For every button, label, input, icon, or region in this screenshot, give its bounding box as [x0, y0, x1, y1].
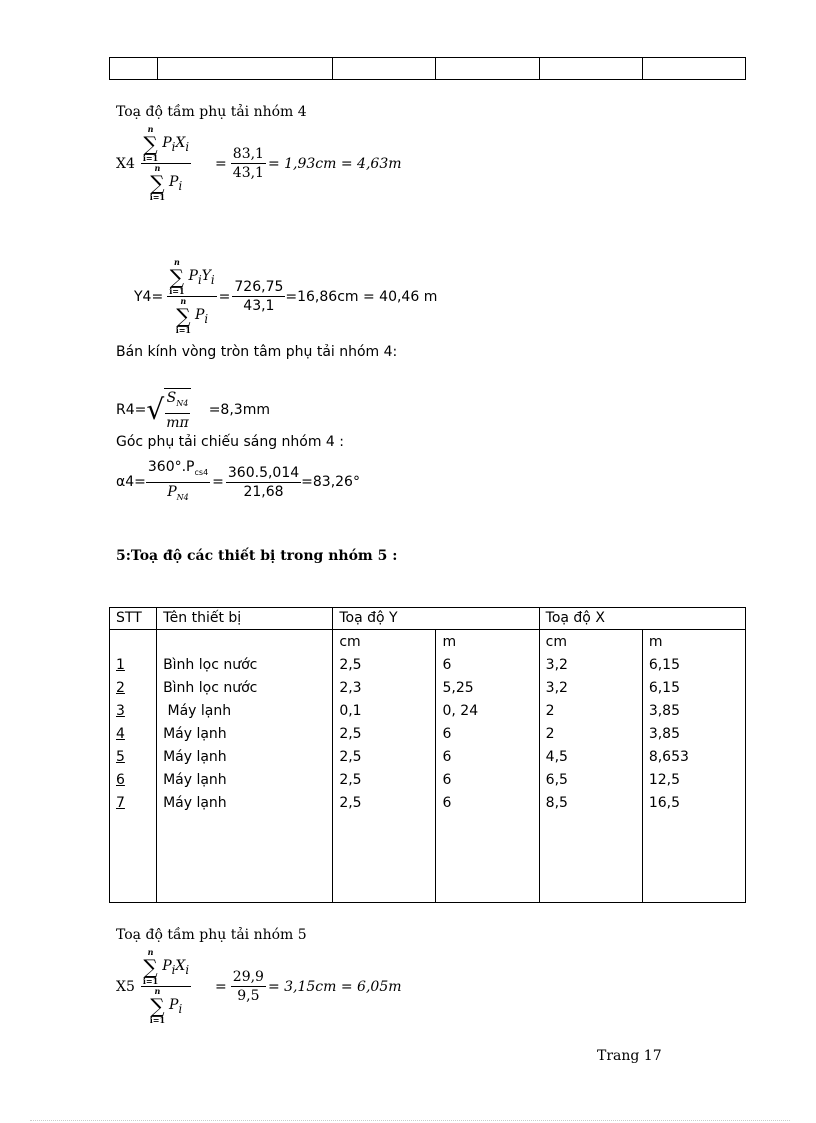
row-stt: 1: [116, 657, 125, 673]
y4-formula: Y4= n ∑ i=1 $P_iY_i$ n ∑ i=1 $P_i$ = $\frac{726,75}{43,1}$ =16,86cm = 40,46 m: [134, 257, 438, 335]
x4-denominator: 43,1: [232, 165, 264, 181]
row-stt: 7: [116, 795, 125, 811]
page-number: Trang 17: [597, 1048, 662, 1064]
row-stt: 3: [116, 703, 125, 719]
device-table: STT Tên thiết bị Toạ độ Y Toạ độ X 1 2 3 4 5 6 7 Bình lọc nước Bình lọc nước Máy lạnh Máy lạnh Máy lạnh Máy lạnh Máy lạnh cm 2,5 2,3 0,1 2,5 2,5 2,5 2,5 m 6 5,25 0, 24 6 6 6 6 cm 3,2 3,2 2 2 4,5 6,5 8,5 m 6,15 6,15 3,85 3,85 8,653 12,5 16,5: [109, 607, 746, 903]
r4-formula: R4= √ $\frac{S_{N4}}{m\pi}$ =8,3mm: [116, 390, 270, 431]
x5-denominator: 9,5: [237, 988, 260, 1004]
section4-title: Toạ độ tầm phụ tải nhóm 4: [116, 104, 307, 120]
page-bottom-rule: [30, 1120, 790, 1121]
row-name: Máy lạnh: [163, 795, 227, 811]
y4-label: Y4=: [134, 288, 164, 305]
y4-denominator: 43,1: [243, 298, 275, 314]
x4-numerator: 83,1: [232, 146, 264, 162]
alpha4-result: =83,26°: [301, 474, 360, 491]
row-stt: 2: [116, 680, 125, 696]
unit-y-cm: cm: [339, 634, 361, 650]
x5-result: = 3,15cm = 6,05m: [267, 978, 402, 995]
angle-title: Góc phụ tải chiếu sáng nhóm 4 :: [116, 434, 345, 450]
header-stt: STT: [110, 608, 157, 630]
row-name: Máy lạnh: [163, 726, 227, 742]
header-x: Toạ độ X: [539, 608, 745, 630]
x4-label: X4: [116, 155, 135, 172]
y4-numerator: 726,75: [234, 279, 284, 295]
row-name: Máy lạnh: [163, 772, 227, 788]
row-stt: 6: [116, 772, 125, 788]
unit-y-m: m: [442, 634, 457, 650]
radius-title: Bán kính vòng tròn tâm phụ tải nhóm 4:: [116, 344, 398, 360]
x4-formula: X4 n ∑ i=1 $P_iX_i$ n ∑ i=1 $P_i$ = $\frac{83,1}{43,1}$ = 1,93cm = 4,63m: [116, 124, 402, 202]
row-name: Bình lọc nước: [163, 680, 258, 696]
y4-result: =16,86cm = 40,46 m: [285, 288, 438, 305]
row-stt: 5: [116, 749, 125, 765]
x5-label: X5: [116, 978, 135, 995]
row-name: Bình lọc nước: [163, 657, 258, 673]
unit-x-m: m: [648, 634, 663, 650]
header-name: Tên thiết bị: [157, 608, 333, 630]
alpha4-label: α4=: [116, 474, 146, 491]
x5-formula: X5 n ∑ i=1 $P_iX_i$ n ∑ i=1 $P_i$ = $\frac{29,9}{9,5}$ = 3,15cm = 6,05m: [116, 947, 402, 1025]
r4-result: =8,3mm: [208, 401, 270, 418]
alpha4-formula: α4= $\frac{360^\circ.P_{cs4}}{P_{N4}}$ = $\frac{360.5,014}{21,68}$ =83,26°: [116, 459, 360, 502]
x4-result: = 1,93cm = 4,63m: [267, 155, 402, 172]
r4-label: R4=: [116, 401, 147, 418]
row-name: Máy lạnh: [163, 703, 232, 719]
section5-heading: 5:Toạ độ các thiết bị trong nhóm 5 :: [116, 548, 398, 564]
header-y: Toạ độ Y: [333, 608, 539, 630]
row-stt: 4: [116, 726, 125, 742]
section5-title: Toạ độ tầm phụ tải nhóm 5: [116, 927, 307, 943]
x5-numerator: 29,9: [232, 969, 264, 985]
row-name: Máy lạnh: [163, 749, 227, 765]
unit-x-cm: cm: [545, 634, 567, 650]
top-table-fragment: [109, 57, 746, 80]
